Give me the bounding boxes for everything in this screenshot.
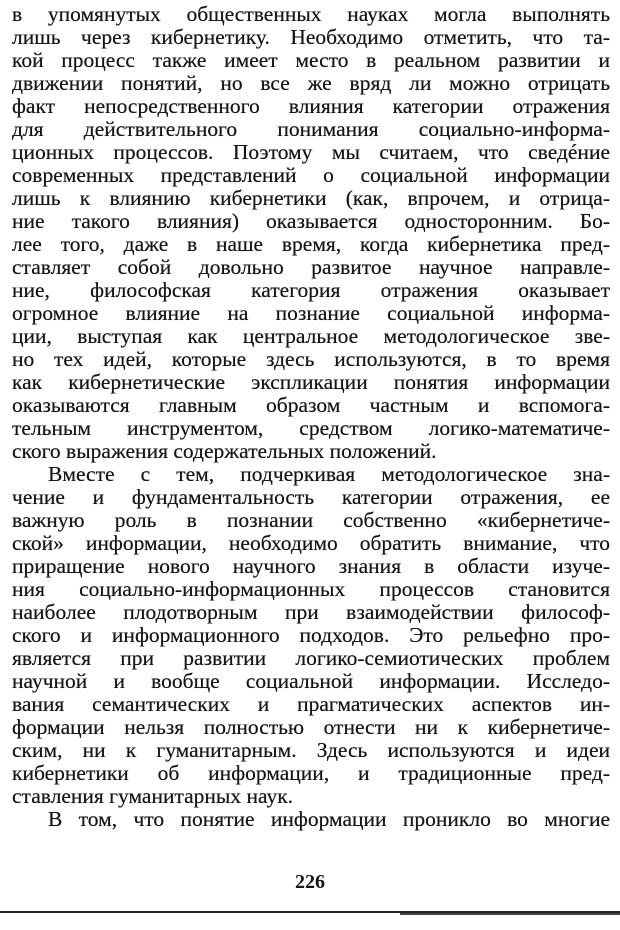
text-line: формации нельзя полностью отнести ни к кибернетиче- bbox=[12, 716, 610, 739]
text-line: кой процесс также имеет место в реальном развитии и bbox=[12, 49, 610, 72]
text-line: лишь через кибернетику. Необходимо отметить, что та- bbox=[12, 26, 610, 49]
text-line: но тех идей, которые здесь используются, в то время bbox=[12, 348, 610, 371]
text-line: вания семантических и прагматических аспектов ин- bbox=[12, 693, 610, 716]
paragraph-first-line: Вместе с тем, подчеркивая методологическое зна- bbox=[48, 463, 610, 486]
text-line: ставления гуманитарных наук. bbox=[12, 785, 294, 808]
text-line: движении понятий, но все же вряд ли можно отрицать bbox=[12, 72, 610, 95]
text-line: ского и информационного подходов. Это рельефно про- bbox=[12, 624, 610, 647]
page-number: 226 bbox=[295, 871, 325, 893]
text-line: приращение нового научного знания в области изуче- bbox=[12, 555, 610, 578]
text-line: важную роль в познании собственно «кибернетиче- bbox=[12, 509, 610, 532]
text-line: тельным инструментом, средством логико-математиче- bbox=[12, 417, 610, 440]
text-line: является при развитии логико-семиотических проблем bbox=[12, 647, 610, 670]
text-line: ние, философская категория отражения оказывает bbox=[12, 279, 610, 302]
text-line: ции, выступая как центральное методологическое зве- bbox=[12, 325, 610, 348]
text-line: ского выражения содержательных положений. bbox=[12, 440, 437, 463]
page-bottom-rule-shadow bbox=[400, 913, 620, 915]
text-line: оказываются главным образом частным и вспомога- bbox=[12, 394, 610, 417]
text-line: наиболее плодотворным при взаимодействии философ- bbox=[12, 601, 610, 624]
text-line: лее того, даже в наше время, когда кибернетика пред- bbox=[12, 233, 610, 256]
paragraph-first-line: В том, что понятие информации проникло во многие bbox=[48, 808, 610, 831]
text-line: ния социально-информационных процессов становится bbox=[12, 578, 610, 601]
text-line: чение и фундаментальность категории отражения, ее bbox=[12, 486, 610, 509]
text-line: лишь к влиянию кибернетики (как, впрочем, и отрица- bbox=[12, 187, 610, 210]
text-line: кибернетики об информации, и традиционные пред- bbox=[12, 762, 610, 785]
text-line: ской» информации, необходимо обратить внимание, что bbox=[12, 532, 610, 555]
text-line: ние такого влияния) оказывается односторонним. Бо- bbox=[12, 210, 610, 233]
text-line: в упомянутых общественных науках могла выполнять bbox=[12, 3, 610, 26]
text-line: современных представлений о социальной информации bbox=[12, 164, 610, 187]
text-line: для действительного понимания социально-информа- bbox=[12, 118, 610, 141]
text-line: ставляет собой довольно развитое научное направле- bbox=[12, 256, 610, 279]
text-line: ским, ни к гуманитарным. Здесь используются и идеи bbox=[12, 739, 610, 762]
text-line: факт непосредственного влияния категории отражения bbox=[12, 95, 610, 118]
text-line: научной и вообще социальной информации. Исследо- bbox=[12, 670, 610, 693]
text-line: как кибернетические экспликации понятия информации bbox=[12, 371, 610, 394]
page-body-text bbox=[12, 3, 610, 831]
text-line: огромное влияние на познание социальной информа- bbox=[12, 302, 610, 325]
text-line: ционных процессов. Поэтому мы считаем, что сведéние bbox=[12, 141, 610, 164]
